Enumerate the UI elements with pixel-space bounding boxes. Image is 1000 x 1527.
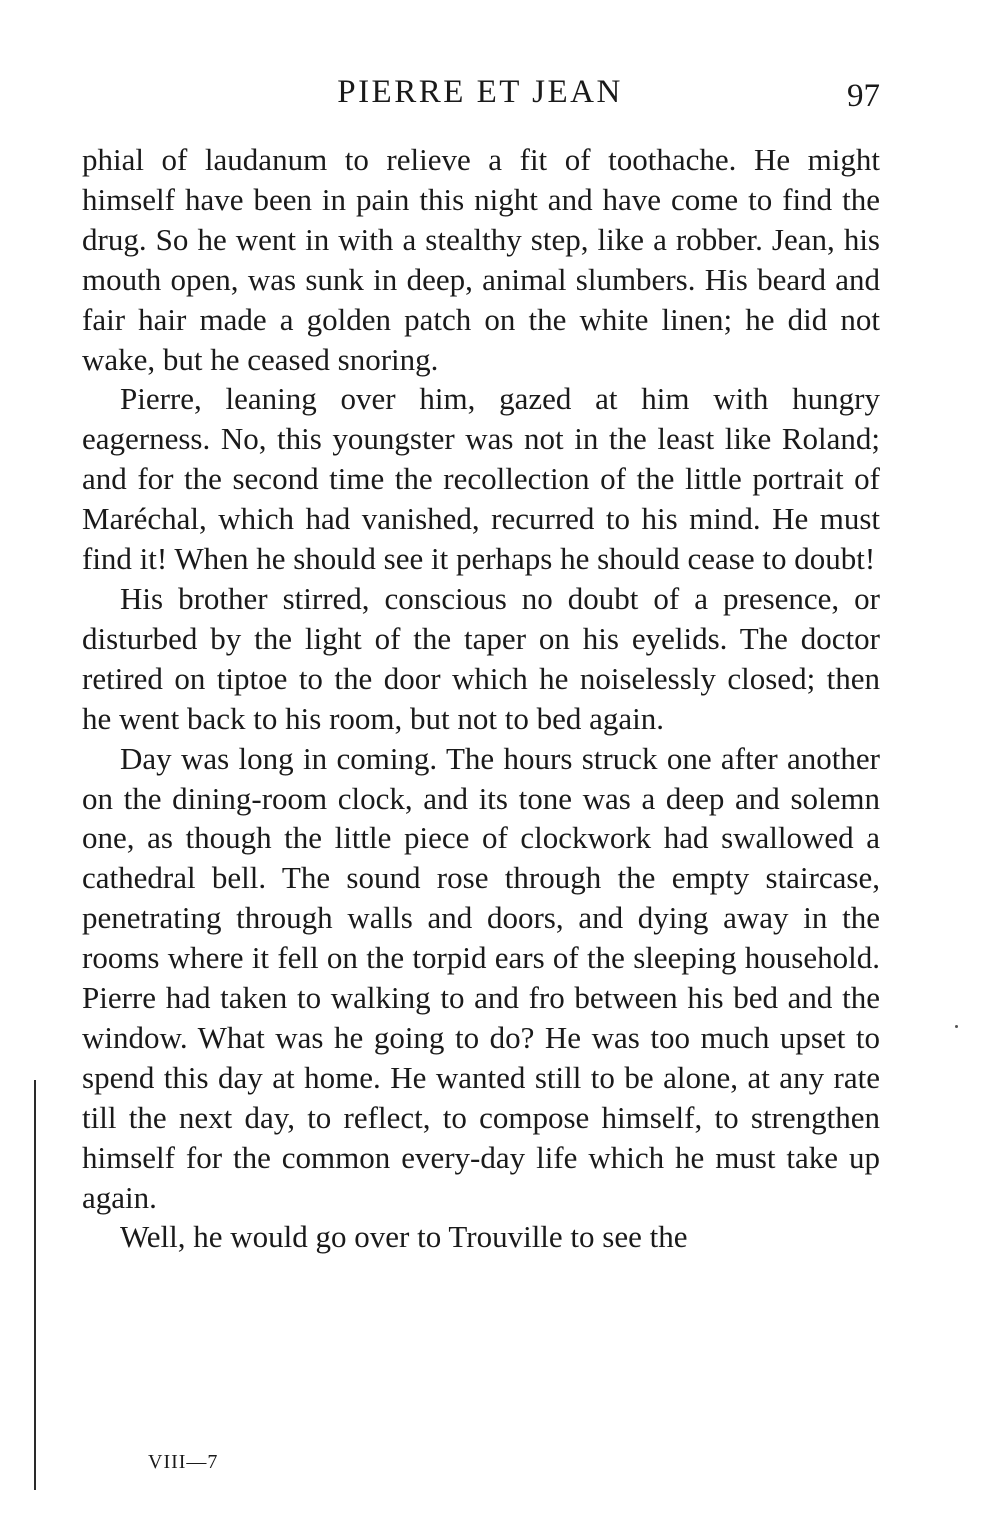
running-head-title: PIERRE ET JEAN [337, 74, 623, 110]
paragraph: Pierre, leaning over him, gazed at him with hungry eagerness. No, this youngster was not in the least like Roland; and for the second time the recollection of the little portrait of Maréchal, which had vanished, recurred to his mind. He must find it! When he should see it perhaps he should cease to doubt! [82, 381, 880, 577]
signature-mark: VIII—7 [148, 1451, 219, 1473]
paragraph-continuation: phial of laudanum to relieve a fit of toothache. He might himself have been in pain this night and have come to find the drug. So he went in with a stealthy step, like a robber. Jean, his mouth open, was sunk in deep, animal slumbers. His beard and fair hair made a golden patch on the white linen; he did not wake, but he ceased snoring. [82, 142, 880, 377]
body-text [82, 140, 880, 1257]
paragraph: Day was long in coming. The hours struck one after another on the dining-room clock, and its tone was a deep and solemn one, as though the little piece of clockwork had swallowed a cathedral bell. The sound rose through the empty staircase, penetrating through walls and doors, and dying away in the rooms where it fell on the torpid ears of the sleeping household. Pierre had taken to walking to and fro between his bed and the window. What was he going to do? He was too much upset to spend this day at home. He wanted still to be alone, at any rate till the next day, to reflect, to compose himself, to strengthen himself for the common every-day life which he must take up again. [82, 740, 880, 1215]
page-number: 97 [847, 78, 880, 114]
scan-speck [955, 1025, 958, 1028]
paragraph: His brother stirred, conscious no doubt of a presence, or disturbed by the light of the taper on his eyelids. The doctor retired on tiptoe to the door which he noiselessly closed; then he went back to his room, but not to bed again. [82, 580, 880, 736]
paragraph-last: Well, he would go over to Trouville to see the [120, 1219, 688, 1255]
scan-margin-line [34, 1080, 36, 1490]
